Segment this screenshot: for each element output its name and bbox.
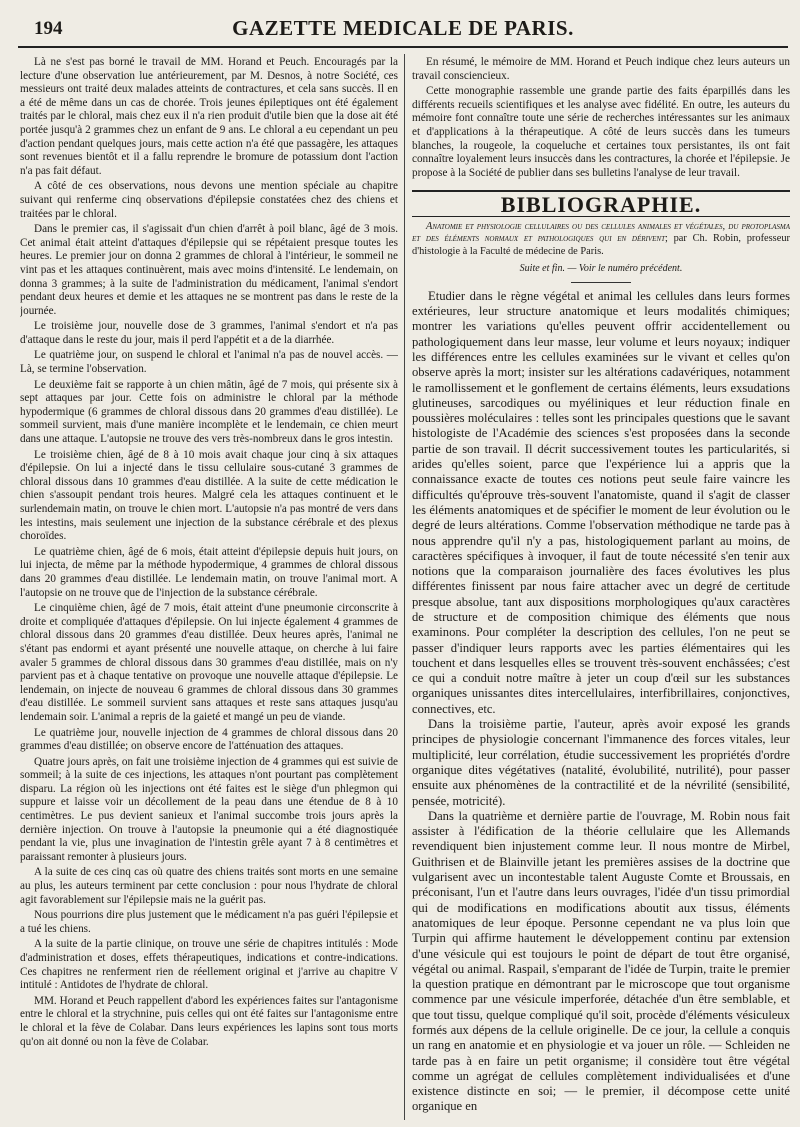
paragraph: MM. Horand et Peuch rappellent d'abord les expériences faites sur l'antagonisme entre le chloral et la strychnine, puis celles qui ont été faites sur l'antagonisme entre le chloral et la fève de Colabar. Dans leurs expériences les lapins sont tous morts qu'on ait donné ou non la fève de Colabar. xyxy=(20,994,398,1048)
paragraph: Là ne s'est pas borné le travail de MM. Horand et Peuch. Encouragés par la lecture d'une observation lue antérieurement, par M. Desnos, à notre Société, ces messieurs ont traité deux malades atteints de contractures, et cela sans succès. Il en a été de même dans un cas de chorée. Trois jeunes épileptiques ont été également traités par le chloral, mais chez eux il n'a rien produit d'utile bien que la dose ait été portée jusqu'à 2 grammes chez un enfant de 9 ans. Le chloral a eu cependant un peu d'action pendant quelques jours, mais cette action n'a été que passagère, les attaques sont revenues bientôt et il a fallu reprendre le bromure de potassium dont l'action n'a pas fait défaut. xyxy=(20,56,398,177)
separator-rule xyxy=(571,282,631,283)
paragraph: Etudier dans le règne végétal et animal les cellules dans leurs formes extérieures, leur structure anatomique et leurs modalités chimiques; montrer les variations qu'elles peuvent offrir accidentellement ou pathologiquement dans leur masse, leur volume et leurs noyaux; indiquer les différences entre les cellules examinées sur le vivant et celles qu'on observe après la mort; insister sur les altérations cadavériques, notamment le ramollissement et le gonflement de certains éléments, leurs exsudations glutineuses, sarcodiques ou myéliniques et leur réduction finale en poussières moléculaires : telles sont les principales questions que le savant histologiste de l'Académie des sciences s'est proposées dans la seconde partie de son travail. Il décrit successivement toutes les particularités, si arides qu'elles soient, parce que l'expérience lui a appris que la connaissance exacte de toutes ces notions peut seule faire vaincre les difficultés qu'éprouve très-souvent l'anatomiste, quand il s'agit de classer les éléments anatomiques et de spécifier le moment de leur évolution ou le degré de leurs altérations. Comme l'observation méthodique ne tarde pas à nous apprendre qu'il n'y a pas, histologiquement parlant au moins, de caractères spécifiques à invoquer, il faut de toute nécessité s'en tenir aux notions que la comparaison journalière des faces évolutives les plus différentes finissent par nous faire attacher avec un degré de certitude presque absolue, tant aux dispositions morphologiques qu'aux caractères de structure et de composition chimique des éléments que nous examinons. Pour compléter la description des cellules, l'on ne peut se passer d'indiquer leurs rapports avec les parties élémentaires qui les touchent et dans lesquelles elles se trouvent très-souvent enchâssées; c'est ce qui a conduit notre maître à jeter un coup d'œil sur les substances organiques unissantes dites intercellulaires, interfibrillaires, conjonctives, connectives, etc. xyxy=(412,288,790,716)
left-column xyxy=(20,56,398,1118)
book-author: ; par Ch. Robin, professeur d'histologie à la Faculté de médecine de Paris. xyxy=(412,233,790,257)
paragraph: Le cinquième chien, âgé de 7 mois, était atteint d'une pneumonie circonscrite à droite et compliquée d'attaques d'épilepsie. On lui injecte également 4 grammes de chloral dissous dans 20 grammes d'eau distillée. Deux heures après, l'animal ne s'étant pas endormi et ayant présenté une nouvelle attaque, on cherche à lui faire avaler 5 grammes de chloral dissous dans 30 grammes d'eau distillée, mais on n'y parvient pas et à chaque tentative on provoque une nouvelle attaque d'épilepsie. Le lendemain, on injecte de nouveau 6 grammes de chloral dissous dans 30 grammes d'eau distillée. Le sommeil survient sans attaques et reste sans attaques jusqu'au lendemain soir. L'animal a repris de la gaieté et mangé un peu de viande. xyxy=(20,602,398,723)
running-title: GAZETTE MEDICALE DE PARIS. xyxy=(232,16,574,40)
book-citation xyxy=(412,221,790,258)
section-heading: BIBLIOGRAPHIE. xyxy=(500,192,702,218)
paragraph: Le troisième chien, âgé de 8 à 10 mois avait chaque jour cinq à six attaques d'épilepsie. On lui a injecté dans le tissu cellulaire sous-cutané 3 grammes de chloral dissous dans 10 grammes d'eau distillée. A la suite de cette médication le chien s'assoupit pendant trois heures. Malgré cela les attaques continuent et le surlendemain matin, on trouve le chien mort. L'autopsie n'a pas montré de vers dans les intestins, mais seulement une injection de la substance cérébrale et des plexus choroïdes. xyxy=(20,448,398,543)
paragraph: A la suite de la partie clinique, on trouve une série de chapitres intitulés : Mode d'administration et doses, effets thérapeutiques, indications et contre-indications. Ces chapitres ne renferment rien de réellement original et j'arrive au chapitre V intitulé : Antidotes de l'hydrate de chloral. xyxy=(20,938,398,992)
page-header xyxy=(18,14,788,48)
paragraph: Quatre jours après, on fait une troisième injection de 4 grammes qui est suivie de sommeil; à la suite de ces injections, les attaques n'ont pourtant pas complètement disparu. La région où les injections ont été faites est le siège d'un phlegmon qui suppure et laisse voir un décollement de la peau dans une étendue de 8 à 10 centimètres. Le pus devient sanieux et l'animal succombe trois jours après la dernière injection. On trouve à l'autopsie la pneumonie qui a été diagnostiquée pendant la vie, plus une invagination de l'intestin grêle ayant 7 à 8 centimètres et paraissant remonter à plusieurs jours. xyxy=(20,755,398,863)
paragraph: A côté de ces observations, nous devons une mention spéciale au chapitre suivant qui renferme cinq observations d'épilepsie constatées chez des chiens et traitées par le chloral. xyxy=(20,180,398,220)
paragraph: Dans le premier cas, il s'agissait d'un chien d'arrêt à poil blanc, âgé de 3 mois. Cet animal était atteint d'attaques d'épilepsie qui se répétaient presque toutes les heures. Le premier jour on donna 2 grammes de chloral à l'intérieur, le sommeil ne vint pas et les attaques continuèrent, mais avec moins d'intensité. Le lendemain, on donna 3 grammes; à la suite de l'administration du médicament, l'animal s'endort pendant deux heures et demie et les attaques ne se montrent pas dans le reste de la journée. xyxy=(20,223,398,317)
paragraph: Dans la quatrième et dernière partie de l'ouvrage, M. Robin nous fait assister à l'édification de la théorie cellulaire que les Allemands revendiquent bien injustement comme leur. Il nous montre de Mirbel, Guithrisen et de Blainville jetant les premières assises de la doctrine que vulgarisent avec un incontestable talent Auguste Comte et Broussais, en préconisant, l'un et l'autre dans leurs ouvrages, l'idée d'un tissu primordial qui de modifications en modifications aboutit aux tissus, éléments anatomiques de leur époque. Personne cependant ne va plus loin que Turpin qui affirme hautement le développement continu par extension d'une vésicule qui est toujours le point de départ de tout être organisé, végétal ou animal. Raspail, s'emparant de l'idée de Turpin, traite le premier la question pratique en démontrant par le microscope que tout organisme commence par une vésicule imperforée, détachée d'un être semblable, et que tout tissu, quelque compliqué qu'il soit, procède d'éléments vésiculeux formés aux dépens de la cellule originelle. De ce jour, la cellule a conquis un rang en anatomie et en physiologie et va jouer un rôle. — Schleiden ne tarde pas à en faire un petit organisme; il considère tout être végétal comme un agrégat de cellules complètement individualisées et d'une existence distincte en soi; — le premier, il décompose cette unité organique en xyxy=(412,808,790,1114)
paragraph: Dans la troisième partie, l'auteur, après avoir exposé les grands principes de physiologie concernant l'immanence des forces vitales, leur multiplicité, leur corrélation, étudie successivement les propriétés d'ordre organique dites végétatives (natalité, évolubilité, nutrilité), pour passer ensuite aux phénomènes de la contractilité et de la névrilité (sensibilité, pensée, motricité). xyxy=(412,717,790,808)
paragraph: Nous pourrions dire plus justement que le médicament n'a pas guéri l'épilepsie et a tué les chiens. xyxy=(20,909,398,935)
header-rule xyxy=(18,46,788,48)
paragraph: Le troisième jour, nouvelle dose de 3 grammes, l'animal s'endort et n'a pas d'attaque dans le reste du jour, mais il perd l'appétit et a de la diarrhée. xyxy=(20,320,398,346)
continuation-note: Suite et fin. — Voir le numéro précédent. xyxy=(519,263,683,275)
book-title: Anatomie et physiologie cellulaires ou des cellules animales et végétales, du protoplasma et des éléments normaux et pathologiques qui en dérivent xyxy=(412,220,790,245)
column-divider xyxy=(404,54,405,1120)
right-column xyxy=(412,56,790,1118)
paragraph: Le deuxième fait se rapporte à un chien mâtin, âgé de 7 mois, qui présente six à sept attaques par jour. Cette fois on administre le chloral par la méthode hypodermique (6 grammes de chloral dissous dans 20 grammes d'eau distillée). Le sommeil survient, mais d'une manière incomplète et le lendemain, ce chien meurt dans une attaque. L'autopsie ne trouve des vers très-nombreux dans le gros intestin. xyxy=(20,378,398,446)
review-text xyxy=(412,289,790,1115)
paragraph: Le quatrième jour, on suspend le chloral et l'animal n'a pas de nouvel accès. — Là, se termine l'observation. xyxy=(20,349,398,376)
paragraph: A la suite de ces cinq cas où quatre des chiens traités sont morts en une semaine au plus, les auteurs terminent par cette conclusion : pour nous l'hydrate de chloral agit favorablement sur l'épilepsie mais ne la guérit pas. xyxy=(20,866,398,906)
paragraph: Cette monographie rassemble une grande partie des faits éparpillés dans les différents recueils scientifiques et les analyse avec fidélité. En outre, les auteurs du mémoire font connaître toute une série de recherches intéressantes sur les animaux et d'applications à la thérapeutique. A côté de leurs succès dans les tumeurs blanches, la rougeole, la coqueluche et certaines toux persistantes, ils ont fait connaître loyalement leurs insuccès dans les contractures, la chorée et l'épilepsie. Je propose à la Société de publier dans ses bulletins l'analyse de leur travail. xyxy=(412,85,790,179)
paragraph: Le quatrième chien, âgé de 6 mois, était atteint d'épilepsie depuis huit jours, on lui injecta, de même par la méthode hypodermique, 4 grammes de chloral dissous dans 20 grammes d'eau distillée. Le lendemain matin, on trouve l'animal mort. A l'autopsie on ne trouve que de l'injection de la substance cérébrale. xyxy=(20,545,398,599)
page-number: 194 xyxy=(34,18,63,39)
bibliography-header xyxy=(412,190,790,217)
paragraph: En résumé, le mémoire de MM. Horand et Peuch indique chez leurs auteurs un travail consciencieux. xyxy=(412,56,790,82)
paragraph: Le quatrième jour, nouvelle injection de 4 grammes de chloral dissous dans 20 grammes d'eau distillée; on observe encore de l'atténuation des attaques. xyxy=(20,726,398,753)
